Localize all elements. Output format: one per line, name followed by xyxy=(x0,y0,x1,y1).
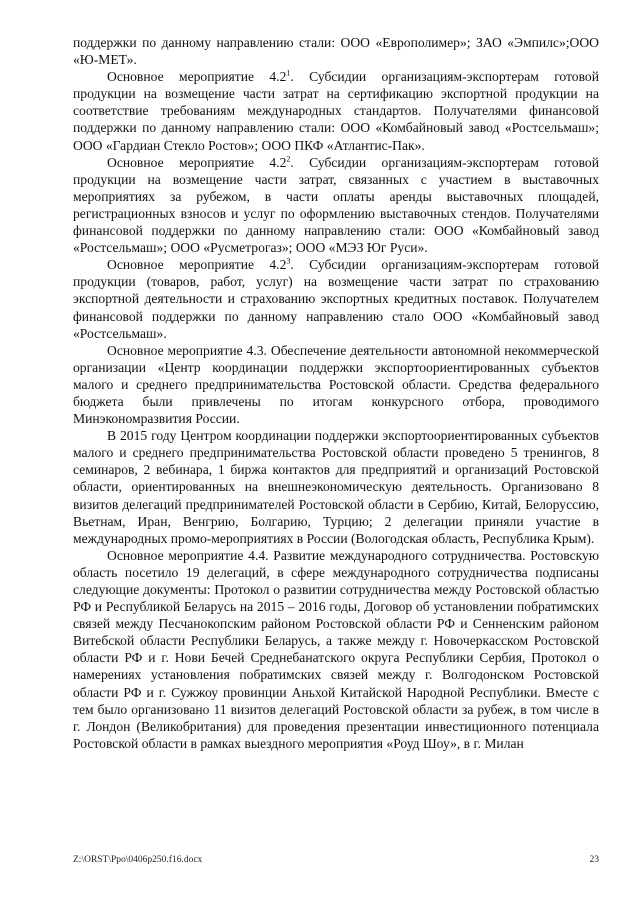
file-path: Z:\ORST\Ppo\0406p250.f16.docx xyxy=(73,855,203,865)
paragraph: Основное мероприятие 4.4. Развитие международного сотрудничества. Ростовскую область посетило 19 делегаций, в сфере международного сотрудничества подписаны следующие документы: Протокол о развитии сотрудничества между Ростовской областью РФ и Республикой Беларусь на 2015 – 2016 годы, Договор об установлении побратимских связей между Песчанокопским районом Ростовской области РФ и Сенненским районом Витебской области Республики Беларусь, а также между г. Новочеркасском Ростовской области РФ и г. Нови Бечей Среднебанатского округа Республики Сербия, Протокол о намерениях установления побратимских связей между г. Волгодонском Ростовской области РФ и г. Сужжоу провинции Аньхой Китайской Народной Республики. Вместе с тем было организовано 11 визитов делегаций Ростовской области за рубеж, в том числе в г. Лондон (Великобритания) для проведения презентации инвестиционного потенциала Ростовской области в рамках выездного мероприятия «Роуд Шоу», в г. Милан xyxy=(73,547,599,751)
paragraph: Основное мероприятие $4.2^3$. Субсидии организациям-экспортерам готовой продукции (товаров, работ, услуг) на возмещение части затрат по страхованию экспортной деятельности и страхованию экспортных кредитных поставок. Получателем финансовой поддержки по данному направлению стало ООО «Комбайновый завод «Ростсельмаш». xyxy=(73,256,599,341)
superscript: 3 xyxy=(286,256,291,266)
paragraph: поддержки по данному направлению стали: ООО «Европолимер»; ЗАО «Эмпилс»;ООО «Ю-МЕТ». xyxy=(73,35,599,68)
page-number: 23 xyxy=(589,855,599,865)
paragraph: Основное мероприятие $4.2^2$. Субсидии организациям-экспортерам готовой продукции на возмещение части затрат, связанных с участием в выставочных мероприятиях за рубежом, в части оплаты аренды выставочных площадей, регистрационных взносов и услуг по оформлению выставочных стендов. Получателями финансовой поддержки по данному направлению стали: ООО «Комбайновый завод «Ростсельмаш»; ООО «Русметрогаз»; ООО «МЭЗ Юг Руси». xyxy=(73,154,599,256)
superscript: 2 xyxy=(286,154,291,164)
paragraph: Основное мероприятие $4.2^1$. Субсидии организациям-экспортерам готовой продукции на возмещение части затрат на сертификацию экспортной продукции на соответствие требованиям международных стандартов. Получателями финансовой поддержки по данному направлению стали: ООО «Комбайновый завод «Ростсельмаш»; ООО «Гардиан Стекло Ростов»; ООО ПКФ «Атлантис-Пак». xyxy=(73,68,599,153)
document-body xyxy=(73,34,599,752)
superscript: 1 xyxy=(286,68,291,78)
paragraph: В 2015 году Центром координации поддержки экспортоориентированных субъектов малого и среднего предпринимательства Ростовской области проведено 5 тренингов, 8 семинаров, 2 вебинара, 1 биржа контактов для предприятий и организаций Ростовской области, ориентированных на внешнеэкономическую деятельность. Организовано 8 визитов делегаций предпринимателей Ростовской области в Сербию, Китай, Белоруссию, Вьетнам, Иран, Венгрию, Болгарию, Турцию; 2 делегации приняли участие в международных промо-мероприятиях в России (Вологодская область, Республика Крым). xyxy=(73,428,599,546)
paragraph: Основное мероприятие 4.3. Обеспечение деятельности автономной некоммерческой организации «Центр координации поддержки экспортоориентированных субъектов малого и среднего предпринимательства Ростовской области. Средства федерального бюджета были привлечены по итогам конкурсного отбора, проводимого Минэкономразвития России. xyxy=(73,342,599,427)
page-footer xyxy=(73,855,599,865)
